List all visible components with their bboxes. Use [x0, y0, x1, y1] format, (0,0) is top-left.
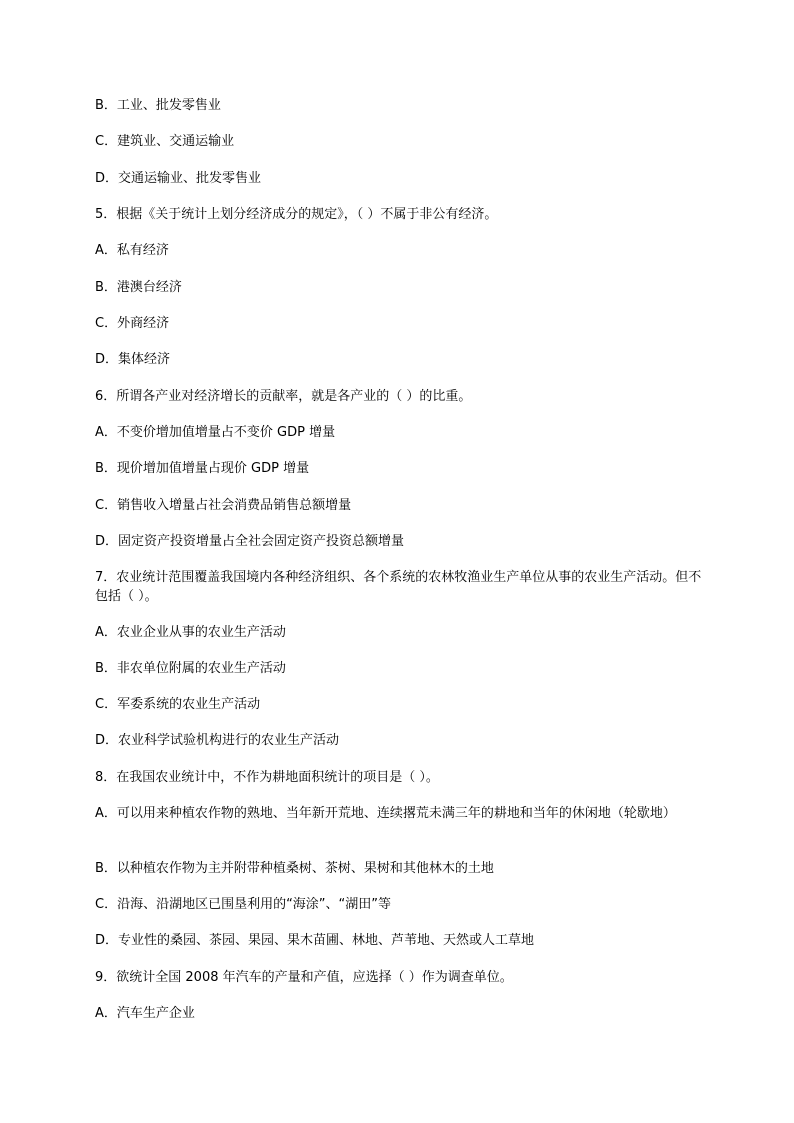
option-b-q7: B．非农单位附属的农业生产活动	[95, 661, 286, 676]
option-b-q6: B．现价增加值增量占现价 GDP 增量	[95, 461, 310, 476]
question-8: 8．在我国农业统计中，不作为耕地面积统计的项目是（ ）。	[95, 770, 439, 785]
question-5: 5．根据《关于统计上划分经济成分的规定》，（ ）不属于非公有经济。	[95, 207, 498, 222]
option-b-q8: B．以种植农作物为主并附带种植桑树、茶树、果树和其他林木的土地	[95, 861, 494, 876]
option-d-q8: D．专业性的桑园、茶园、果园、果木苗圃、林地、芦苇地、天然或人工草地	[95, 933, 535, 948]
option-c-q4: C．建筑业、交通运输业	[95, 134, 235, 149]
question-9: 9．欲统计全国 2008 年汽车的产量和产值，应选择（ ）作为调查单位。	[95, 970, 513, 985]
option-a-q5: A．私有经济	[95, 243, 169, 258]
option-c-q7: C．军委系统的农业生产活动	[95, 697, 261, 712]
question-6: 6．所谓各产业对经济增长的贡献率，就是各产业的（ ）的比重。	[95, 389, 472, 404]
option-d-q5: D．集体经济	[95, 352, 171, 367]
option-d-q4: D．交通运输业、批发零售业	[95, 171, 262, 186]
option-c-q5: C．外商经济	[95, 316, 170, 331]
option-b-q5: B．港澳台经济	[95, 280, 182, 295]
option-a-q7: A．农业企业从事的农业生产活动	[95, 625, 286, 640]
option-d-q7: D．农业科学试验机构进行的农业生产活动	[95, 733, 340, 748]
option-c-q8: C．沿海、沿湖地区已围垦利用的“海涂”、“湖田”等	[95, 897, 392, 912]
question-7: 7．农业统计范围覆盖我国境内各种经济组织、各个系统的农林牧渔业生产单位从事的农业生产活动。但不包括（ ）。	[95, 570, 702, 604]
option-a-q6: A．不变价增加值增量占不变价 GDP 增量	[95, 425, 336, 440]
option-a-q8: A．可以用来种植农作物的熟地、当年新开荒地、连续撂荒未满三年的耕地和当年的休闲地（轮歇地）	[95, 806, 676, 821]
option-a-q9: A．汽车生产企业	[95, 1006, 195, 1021]
option-c-q6: C．销售收入增量占社会消费品销售总额增量	[95, 498, 352, 513]
option-d-q6: D．固定资产投资增量占全社会固定资产投资总额增量	[95, 534, 405, 549]
option-b-q4: B．工业、批发零售业	[95, 98, 221, 113]
